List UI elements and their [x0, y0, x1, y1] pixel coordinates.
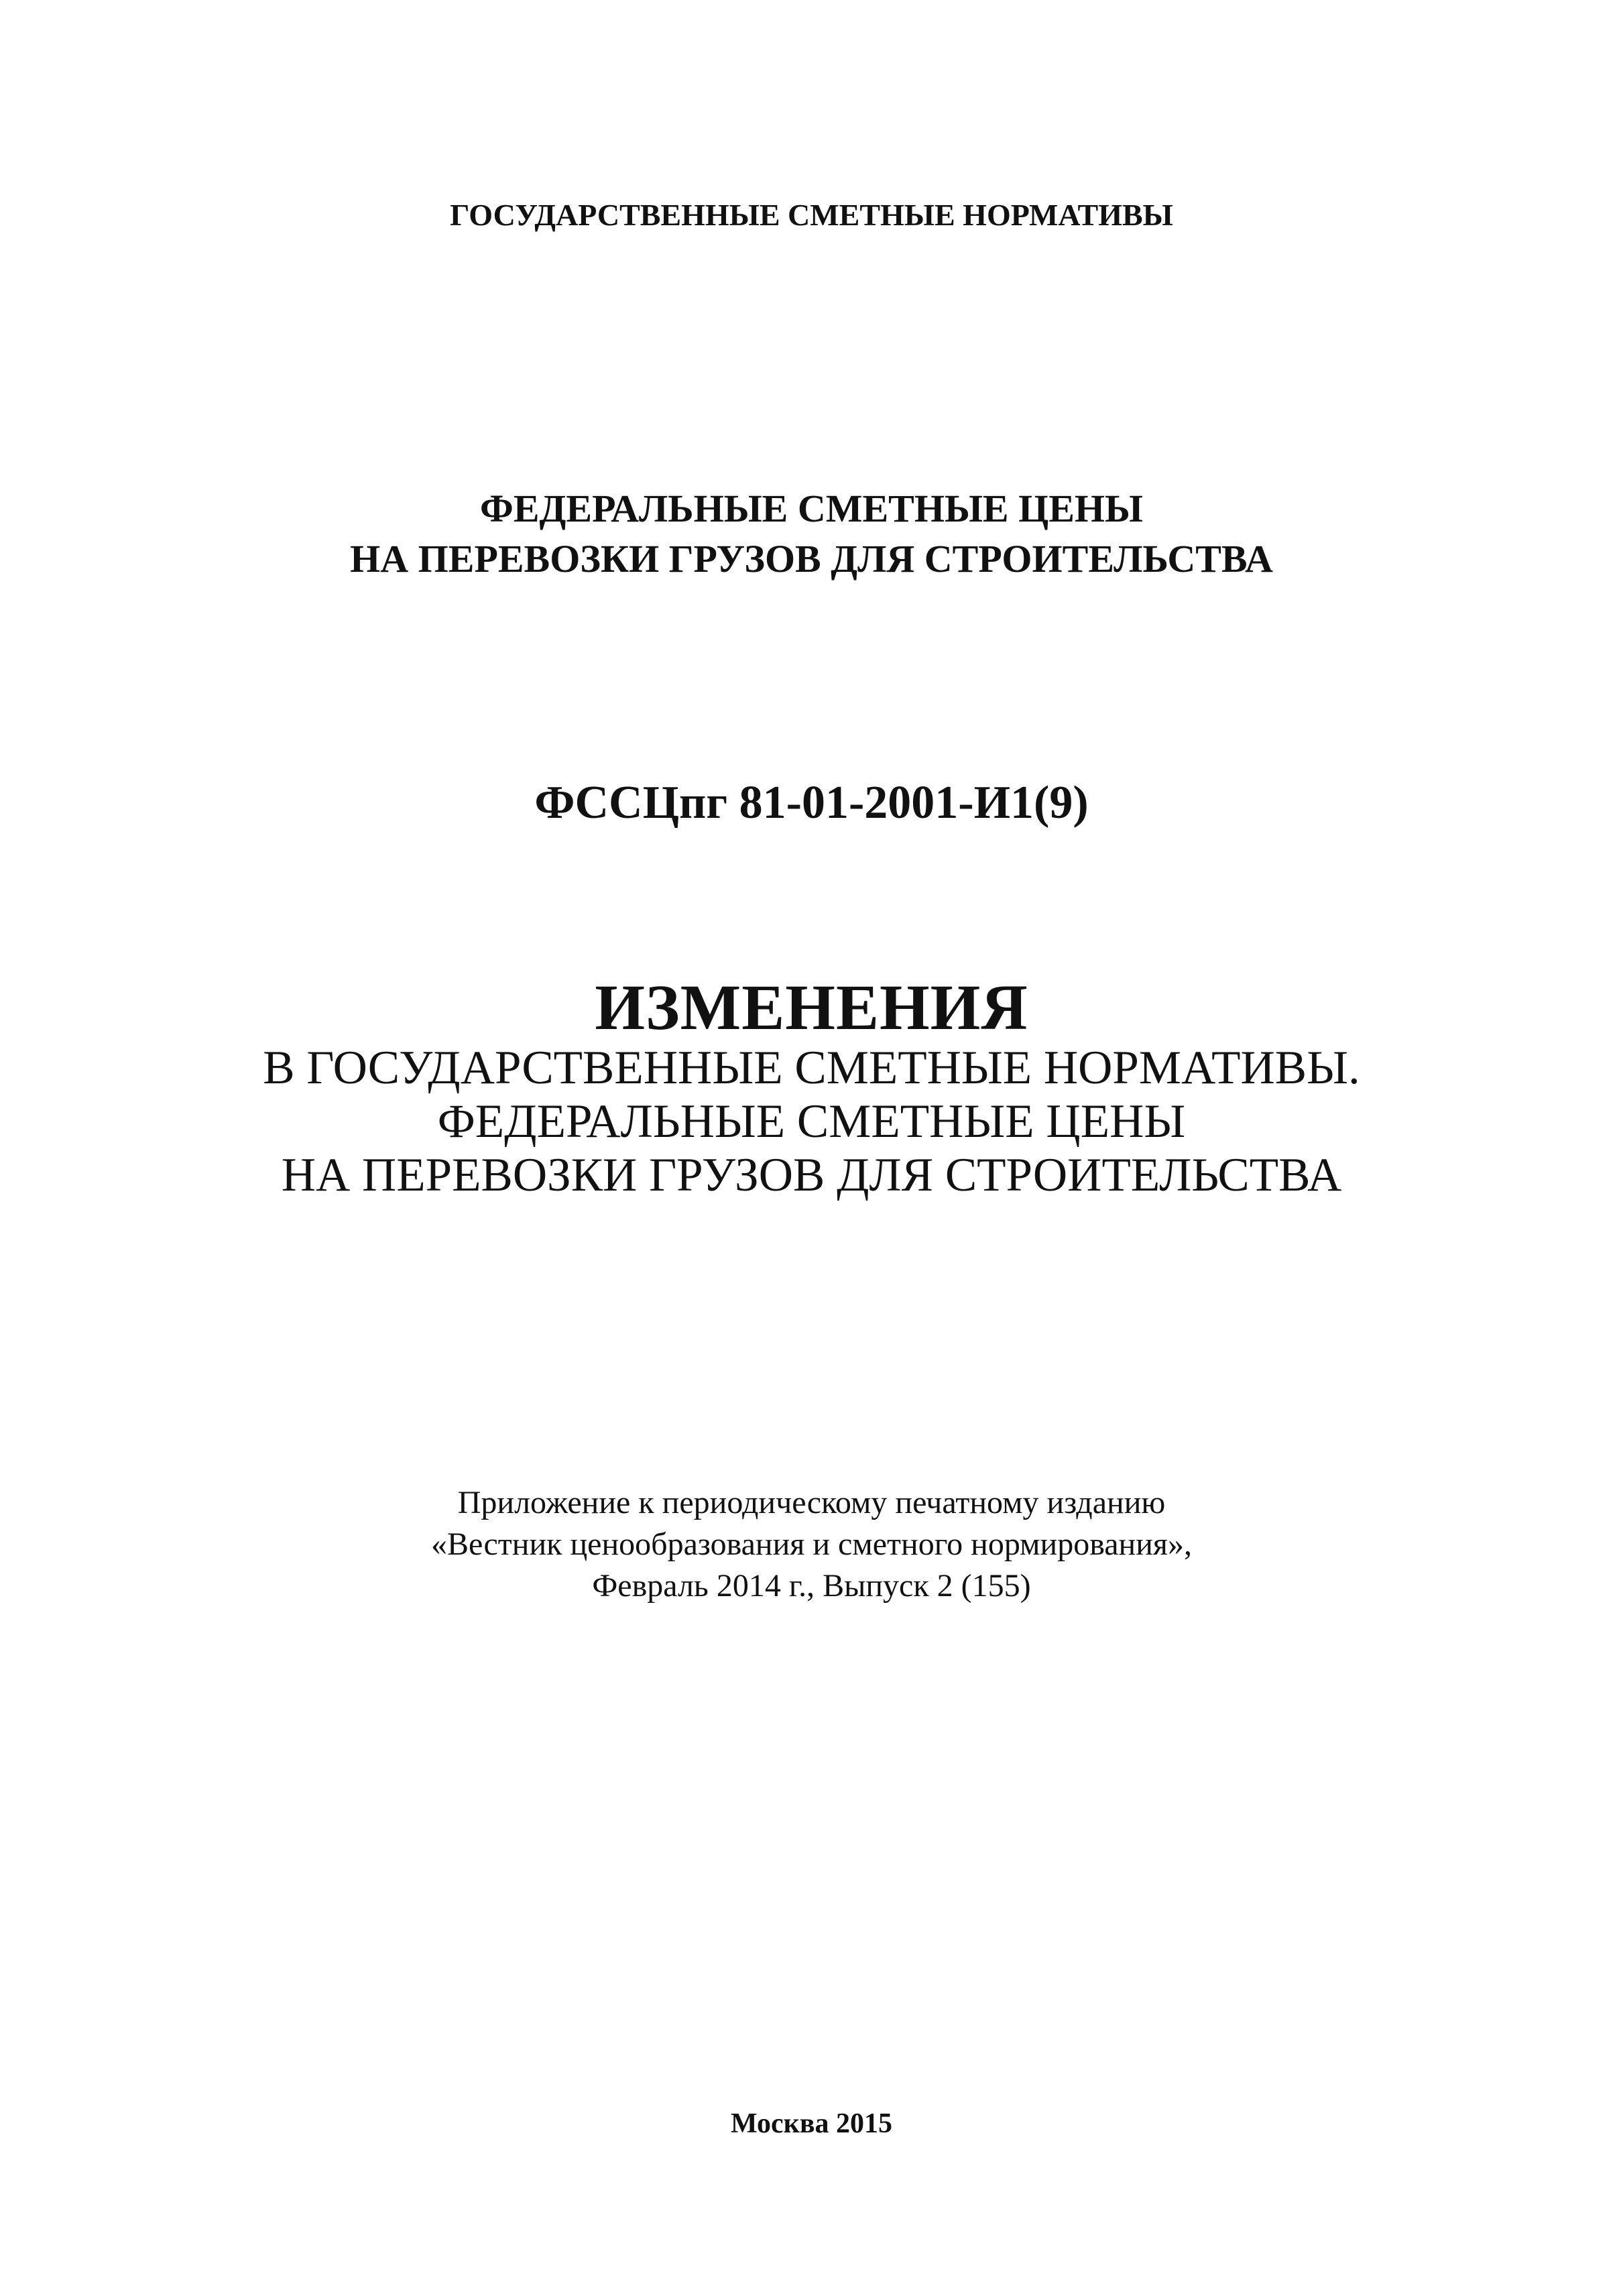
appendix-line-1: Приложение к периодическому печатному изданию	[457, 1485, 1166, 1520]
footer-place-year: Москва 2015	[730, 2108, 893, 2139]
title-line-2: НА ПЕРЕВОЗКИ ГРУЗОВ ДЛЯ СТРОИТЕЛЬСТВА	[350, 537, 1273, 581]
appendix-line-3: Февраль 2014 г., Выпуск 2 (155)	[592, 1568, 1031, 1604]
changes-line-3: НА ПЕРЕВОЗКИ ГРУЗОВ ДЛЯ СТРОИТЕЛЬСТВА	[281, 1149, 1342, 1201]
appendix-line-2: «Вестник ценообразования и сметного нормирования»,	[430, 1526, 1192, 1562]
changes-line-1: В ГОСУДАРСТВЕННЫЕ СМЕТНЫЕ НОРМАТИВЫ.	[263, 1042, 1360, 1094]
document-code: ФССЦпг 81-01-2001-И1(9)	[534, 777, 1089, 829]
changes-heading: ИЗМЕНЕНИЯ	[595, 971, 1028, 1043]
changes-line-2: ФЕДЕРАЛЬНЫЕ СМЕТНЫЕ ЦЕНЫ	[437, 1095, 1186, 1148]
title-line-1: ФЕДЕРАЛЬНЫЕ СМЕТНЫЕ ЦЕНЫ	[480, 487, 1143, 530]
document-header: ГОСУДАРСТВЕННЫЕ СМЕТНЫЕ НОРМАТИВЫ	[450, 198, 1173, 232]
